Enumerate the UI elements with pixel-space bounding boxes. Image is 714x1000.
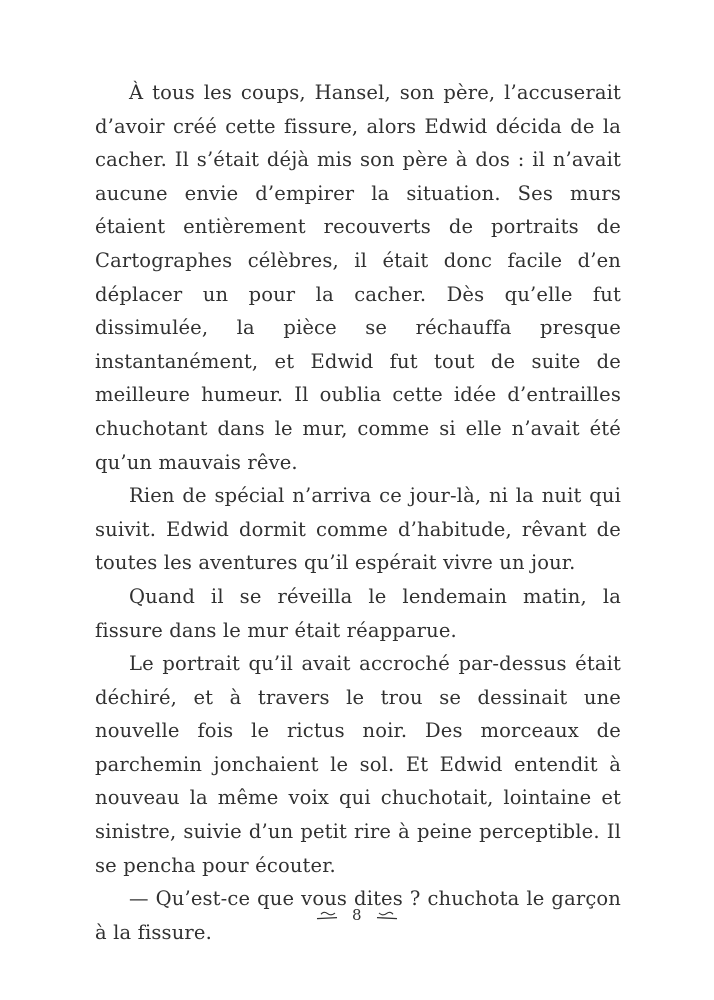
tilde-flourish-icon	[315, 911, 343, 922]
paragraph: Le portrait qu’il avait accroché par-dessus était déchiré, et à travers le trou se dessinait une nouvelle fois le rictus noir. Des morceaux de parchemin jonchaient le sol. Et Edwid entendit à nouveau la même voix qui chuchotait, lointaine et sinistre, suivie d’un petit rire à peine perceptible. Il se pencha pour écouter.	[95, 652, 621, 877]
paragraph: À tous les coups, Hansel, son père, l’accuserait d’avoir créé cette fissure, alors Edwid décida de la cacher. Il s’était déjà mis son père à dos : il n’avait aucune envie d’empirer la situation. Ses murs étaient entièrement recouverts de portraits de Cartographes célèbres, il était donc facile d’en déplacer un pour la cacher. Dès qu’elle fut dissimulée, la pièce se réchauffa presque instantanément, et Edwid fut tout de suite de meilleure humeur. Il oublia cette idée d’entrailles chuchotant dans le mur, comme si elle n’avait été qu’un mauvais rêve.	[95, 81, 621, 474]
page-footer	[0, 908, 714, 925]
tilde-flourish-icon	[371, 911, 399, 922]
page-number: 8	[351, 906, 363, 924]
body-text	[95, 76, 621, 949]
paragraph: Rien de spécial n’arriva ce jour-là, ni la nuit qui suivit. Edwid dormit comme d’habitude, rêvant de toutes les aventures qu’il espérait vivre un jour.	[95, 484, 621, 575]
paragraph: Quand il se réveilla le lendemain matin, la fissure dans le mur était réapparue.	[95, 584, 621, 642]
paragraph-dialogue: — Qu’est-ce que vous dites ? chuchota le garçon à la fissure.	[95, 887, 621, 944]
